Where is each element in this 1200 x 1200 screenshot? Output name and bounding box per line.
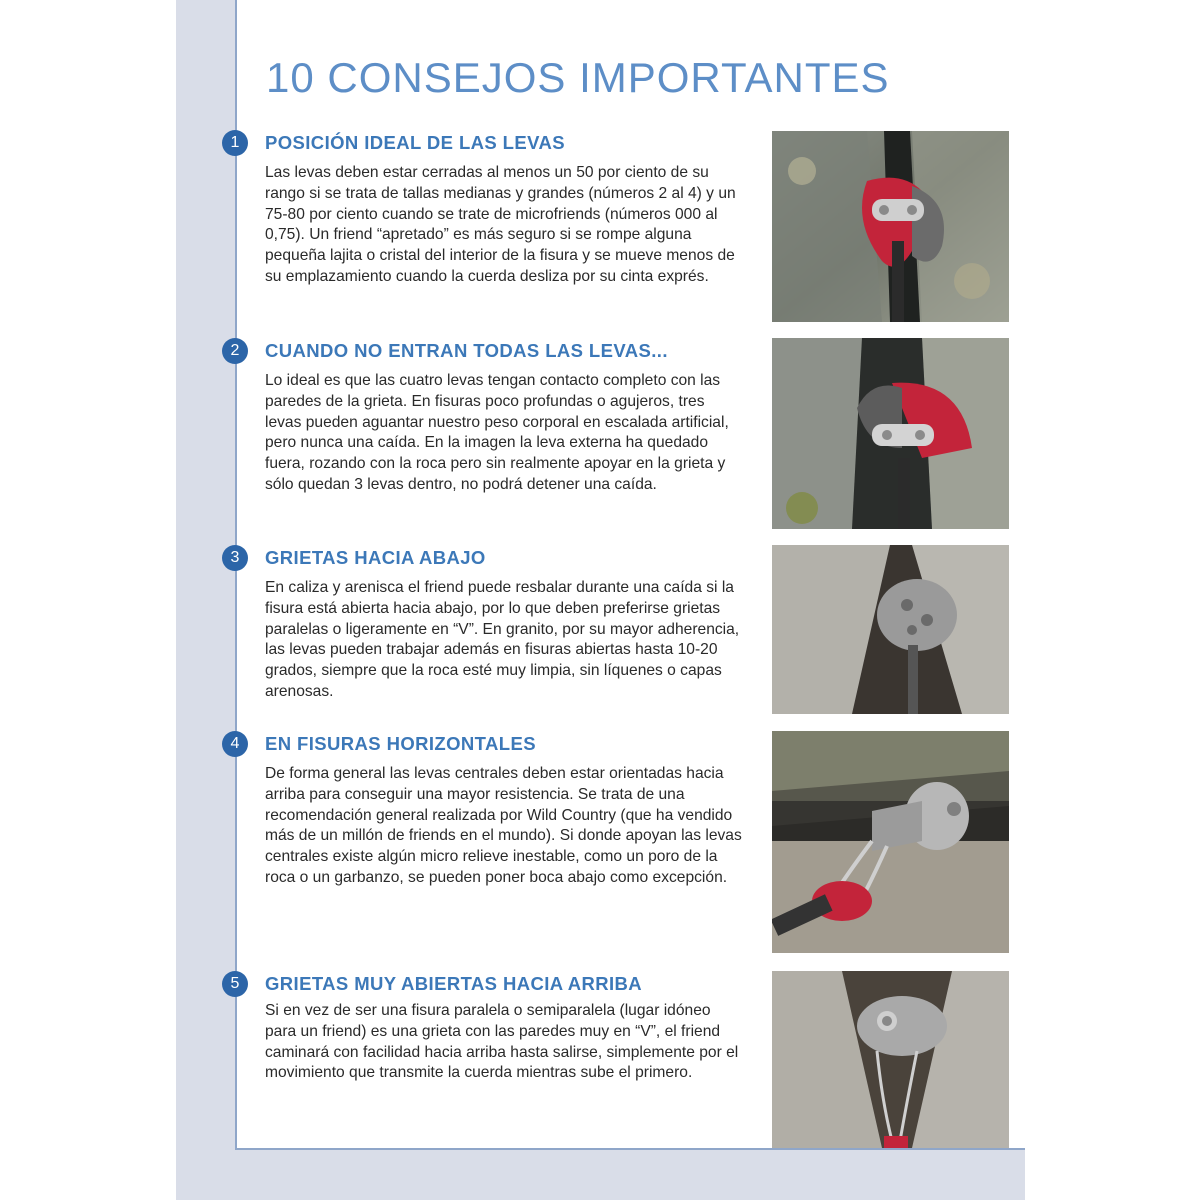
photo-red-cam-vertical-crack xyxy=(772,131,1009,322)
tip-body: Las levas deben estar cerradas al menos un 50 por ciento de su rango si se trata de tallas medianas y grandes (números 2 al 4) y un 75-80 por ciento cuando se trate de microfriends (números 000 al 0,75). Un friend “apretado” es más seguro si se rompe alguna pequeña lajita o cristal del interior de la fisura y se mueve menos de su emplazamiento cuando la cuerda desliza por su cinta exprés. xyxy=(265,164,736,285)
bottom-margin-band xyxy=(176,1149,1025,1200)
tip-body: De forma general las levas centrales deben estar orientadas hacia arriba para conseguir una mayor resistencia. Se trata de una recomendación general realizada por Wild Country (que ha vendido más de un millón de friends en el mundo). Si donde apoyan las levas centrales existe algún micro relieve inestable, como un poro de la roca o un garbanzo, se pueden poner boca abajo como excepción. xyxy=(265,765,742,886)
tip-heading: GRIETAS HACIA ABAJO xyxy=(265,547,486,568)
tip-body: Lo ideal es que las cuatro levas tengan contacto completo con las paredes de la grieta. En fisuras poco profundas o agujeros, tres levas pueden aguantar nuestro peso corporal en escalada artificial, pero nunca una caída. En la imagen la leva externa ha quedado fuera, rozando con la roca pero sin realmente apoyar en la grieta y sólo quedan 3 levas dentro, no podrá detener una caída. xyxy=(265,372,729,493)
photo-silver-cam-v-crack xyxy=(772,545,1009,714)
tip-heading: POSICIÓN IDEAL DE LAS LEVAS xyxy=(265,132,565,153)
page-title: 10 CONSEJOS IMPORTANTES xyxy=(266,54,890,101)
photo-red-cam-three-lobes xyxy=(772,338,1009,529)
tip-body: En caliza y arenisca el friend puede resbalar durante una caída si la fisura está abierta hacia abajo, por lo que deben preferirse grietas paralelas o ligeramente en “V”. En granito, por su mayor adherencia, las levas pueden trabajar además en fisuras abiertas hasta 10-20 grados, siempre que la roca esté muy limpia, sin líquenes o capas arenosas. xyxy=(265,579,740,700)
tip-heading: GRIETAS MUY ABIERTAS HACIA ARRIBA xyxy=(265,973,643,994)
tip-number-badge: 4 xyxy=(222,731,248,757)
tip-number-badge: 5 xyxy=(222,971,248,997)
tip-heading: CUANDO NO ENTRAN TODAS LAS LEVAS... xyxy=(265,340,668,361)
horizontal-rule xyxy=(235,1148,1025,1150)
photo-cam-wide-v-crack xyxy=(772,971,1009,1148)
tip-number-badge: 1 xyxy=(222,130,248,156)
tip-number-badge: 2 xyxy=(222,338,248,364)
tip-heading: EN FISURAS HORIZONTALES xyxy=(265,733,536,754)
tip-number-badge: 3 xyxy=(222,545,248,571)
tip-body: Si en vez de ser una fisura paralela o semiparalela (lugar idóneo para un friend) es una grieta con las paredes muy en “V”, el friend caminará con facilidad hacia arriba hasta salirse, simplemente por el movimiento que transmite la cuerda mientras sube el primero. xyxy=(265,1002,739,1082)
photo-cam-horizontal-crack xyxy=(772,731,1009,953)
